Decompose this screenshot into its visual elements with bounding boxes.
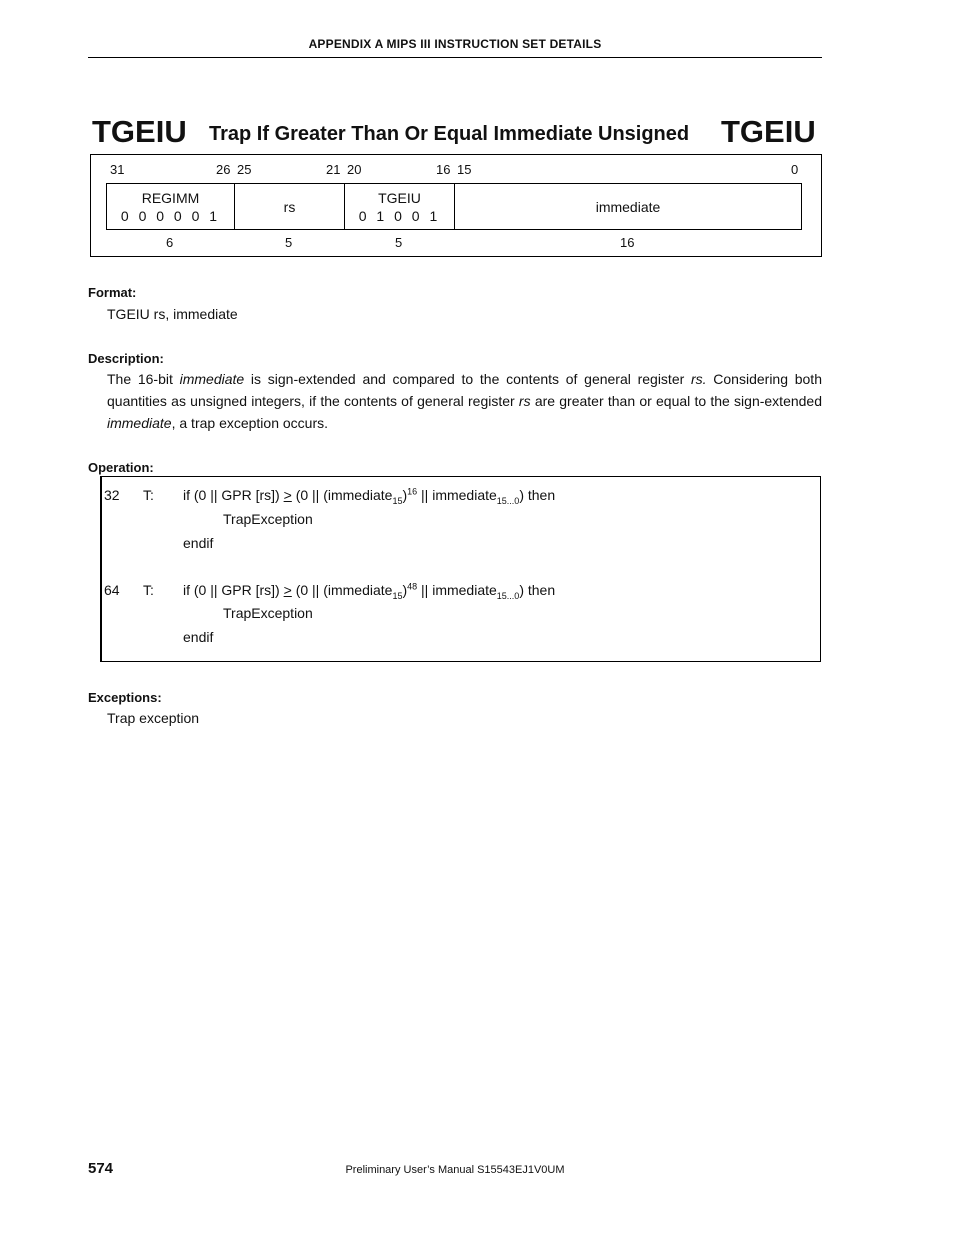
bit-label-15: 15 (457, 162, 472, 177)
operation-condition-64 (183, 581, 556, 601)
operation-bits-64: 64 (104, 582, 120, 598)
bit-label-16: 16 (436, 162, 451, 177)
instruction-field-row (106, 183, 802, 230)
op-text: if (0 || GPR [rs]) (183, 582, 284, 598)
instruction-mnemonic-left: TGEIU (92, 114, 187, 149)
field-name: TGEIU (378, 189, 421, 206)
operation-stage: T: (143, 582, 154, 598)
op-text: ) then (519, 487, 556, 503)
op-superscript: 48 (407, 581, 418, 592)
bit-label-21: 21 (326, 162, 341, 177)
description-heading: Description: (88, 351, 164, 366)
description-term-rs: rs (518, 393, 531, 409)
op-subscript: 15...0 (496, 590, 520, 601)
description-paragraph (107, 368, 822, 434)
header-rule (88, 57, 822, 58)
operation-bits-32: 32 (104, 487, 120, 503)
exceptions-heading: Exceptions: (88, 690, 162, 705)
op-subscript: 15 (392, 590, 403, 601)
field-name: rs (283, 198, 296, 215)
field-rs (235, 184, 345, 229)
field-name: immediate (595, 198, 661, 215)
field-code: 0 1 0 0 1 (358, 207, 441, 224)
description-term-immediate: immediate (107, 415, 172, 431)
description-text: is sign-extended and compared to the contents of general register (244, 371, 691, 387)
field-regimm (107, 184, 235, 229)
running-header: APPENDIX A MIPS III INSTRUCTION SET DETAILS (308, 37, 602, 51)
op-text: (0 || (immediate (291, 487, 393, 503)
instruction-title: Trap If Greater Than Or Equal Immediate Unsigned (209, 123, 690, 145)
format-syntax: TGEIU rs, immediate (107, 306, 238, 322)
operation-stage: T: (143, 487, 154, 503)
format-heading: Format: (88, 285, 137, 300)
operation-heading: Operation: (88, 460, 154, 475)
operation-body-64: TrapException (223, 605, 313, 621)
field-width-regimm: 6 (166, 235, 174, 250)
op-text: ) (402, 582, 408, 598)
instruction-mnemonic-right: TGEIU (721, 114, 816, 149)
bit-label-25: 25 (237, 162, 252, 177)
op-text: ) (402, 487, 408, 503)
op-text: if (0 || GPR [rs]) (183, 487, 284, 503)
field-immediate (455, 184, 801, 229)
field-code: 0 0 0 0 0 1 (120, 207, 221, 224)
op-text: ) then (519, 582, 556, 598)
field-width-immediate: 16 (620, 235, 635, 250)
footer-manual-id: Preliminary User’s Manual S15543EJ1V0UM (345, 1164, 565, 1176)
description-text: Considering both quantities as unsigned integers, if the contents of general register (107, 371, 822, 409)
op-text: || immediate (417, 487, 497, 503)
operation-endif-32: endif (183, 535, 214, 551)
description-text: are greater than or equal to the sign-extended (530, 393, 823, 409)
operation-body-32: TrapException (223, 511, 313, 527)
description-text: The 16-bit (107, 371, 180, 387)
bit-label-26: 26 (216, 162, 231, 177)
op-ge-symbol: > (283, 582, 292, 598)
bit-label-20: 20 (347, 162, 362, 177)
description-term-immediate: immediate (179, 371, 245, 387)
op-text: || immediate (417, 582, 497, 598)
page-number: 574 (88, 1160, 114, 1177)
op-superscript: 16 (407, 486, 418, 497)
field-width-rs: 5 (285, 235, 293, 250)
exceptions-text: Trap exception (107, 710, 200, 726)
description-term-rs: rs. (691, 371, 707, 387)
description-text: , a trap exception occurs. (171, 415, 329, 431)
field-width-tgeiu: 5 (395, 235, 403, 250)
bit-label-0: 0 (791, 162, 799, 177)
op-text: (0 || (immediate (291, 582, 393, 598)
op-subscript: 15...0 (496, 495, 520, 506)
operation-condition-32 (183, 486, 556, 506)
bit-label-31: 31 (110, 162, 125, 177)
op-subscript: 15 (392, 495, 403, 506)
operation-endif-64: endif (183, 629, 214, 645)
field-name: REGIMM (141, 189, 200, 206)
field-tgeiu (345, 184, 455, 229)
op-ge-symbol: > (283, 487, 292, 503)
